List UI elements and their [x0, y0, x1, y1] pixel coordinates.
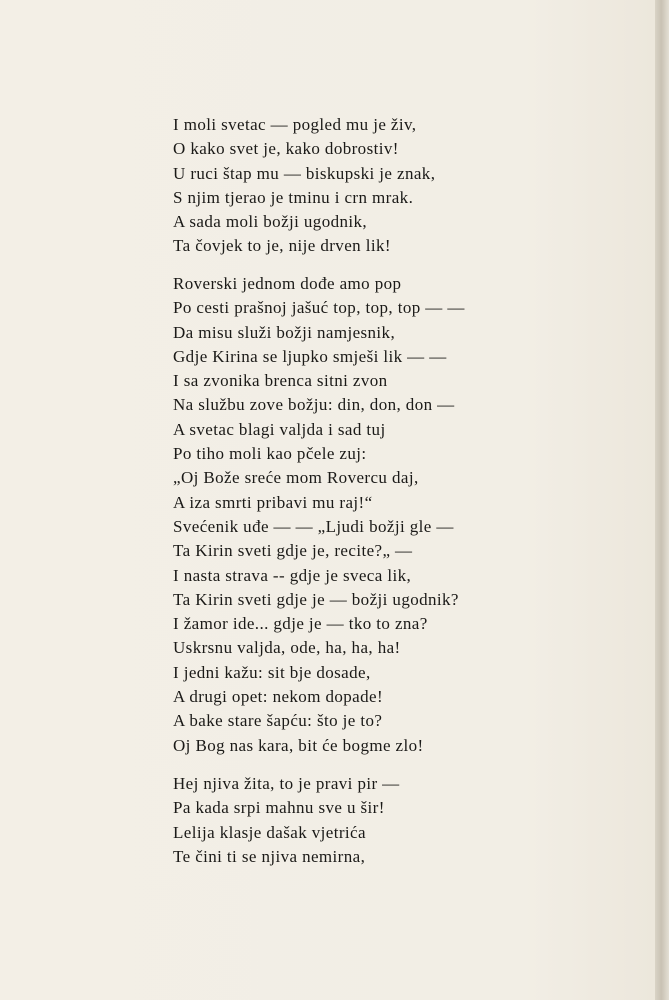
stanza-1: [173, 113, 435, 259]
verse-line: Te čini ti se njiva nemirna,: [173, 846, 366, 866]
verse-line: Roverski jednom dođe amo pop: [173, 274, 402, 293]
verse-line: Po tiho moli kao pčele zuj:: [173, 444, 367, 464]
verse-line: Gdje Kirina se ljupko smješi lik — —: [173, 346, 447, 366]
verse-line: U ruci štap mu — biskupski je znak,: [173, 163, 436, 183]
verse-line: Uskrsnu valjda, ode, ha, ha, ha!: [173, 638, 401, 658]
verse-line: I nasta strava -- gdje je sveca lik,: [173, 565, 412, 585]
page-edge: [655, 0, 669, 1000]
stanza-3: [173, 772, 400, 869]
verse-line: Svećenik uđe — — „Ljudi božji gle —: [173, 516, 454, 536]
verse-line: A svetac blagi valjda i sad tuj: [173, 419, 386, 439]
verse-line: Ta čovjek to je, nije drven lik!: [173, 236, 391, 256]
verse-line: S njim tjerao je tminu i crn mrak.: [173, 187, 414, 207]
verse-line: A sada moli božji ugodnik,: [173, 212, 368, 232]
verse-line: Lelija klasje dašak vjetrića: [173, 822, 366, 842]
verse-line: Ta Kirin sveti gdje je — božji ugodnik?: [173, 589, 459, 609]
verse-line: I jedni kažu: sit bje dosade,: [173, 662, 371, 682]
verse-line: I moli svetac — pogled mu je živ,: [173, 115, 417, 134]
verse-line: A bake stare šapću: što je to?: [173, 711, 383, 731]
verse-line: Na službu zove božju: din, don, don —: [173, 395, 455, 415]
verse-line: O kako svet je, kako dobrostiv!: [173, 139, 399, 159]
stanza-2: [173, 272, 465, 758]
verse-line: Hej njiva žita, to je pravi pir —: [173, 774, 400, 793]
verse-line: A drugi opet: nekom dopade!: [173, 687, 384, 707]
verse-line: „Oj Bože sreće mom Rovercu daj,: [173, 468, 419, 488]
verse-line: Po cesti prašnoj jašuć top, top, top — —: [173, 298, 465, 318]
verse-line: A iza smrti pribavi mu raj!“: [173, 492, 373, 512]
verse-line: Da misu služi božji namjesnik,: [173, 322, 396, 342]
verse-line: I sa zvonika brenca sitni zvon: [173, 371, 388, 391]
verse-line: Pa kada srpi mahnu sve u šir!: [173, 798, 385, 818]
verse-line: Oj Bog nas kara, bit će bogme zlo!: [173, 735, 424, 755]
verse-line: I žamor ide... gdje je — tko to zna?: [173, 614, 428, 634]
verse-line: Ta Kirin sveti gdje je, recite?„ —: [173, 541, 413, 561]
